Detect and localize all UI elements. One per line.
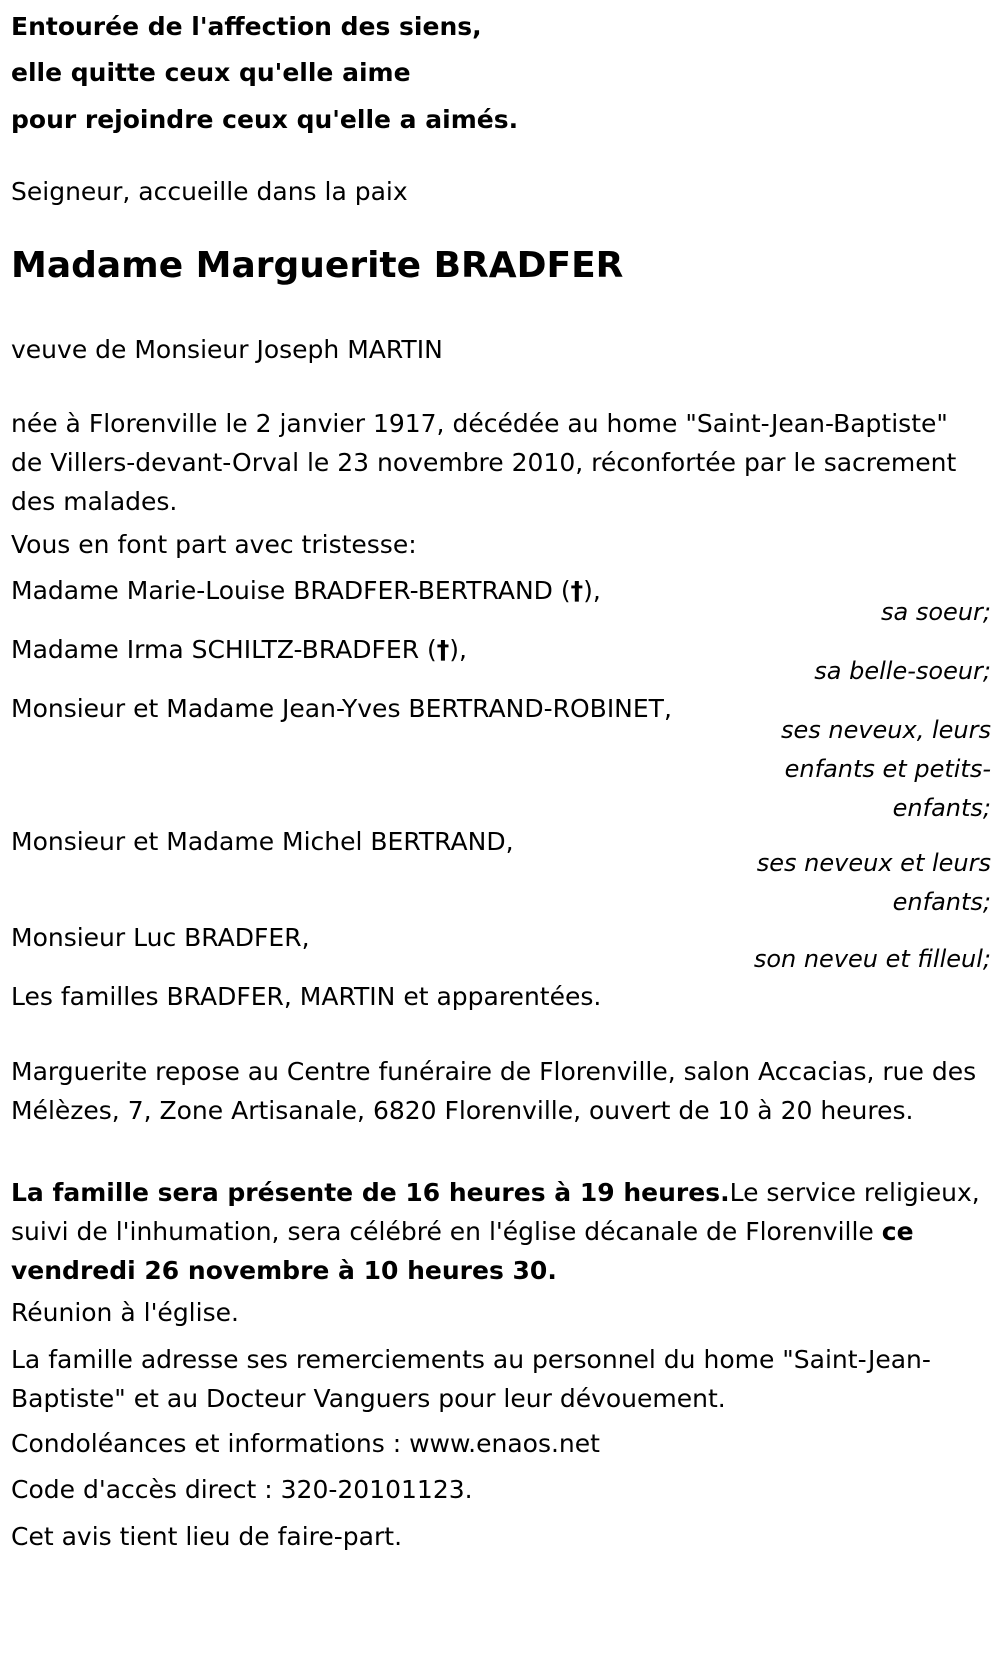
thanks-paragraph: La famille adresse ses remerciements au personnel du home "Saint-Jean-Baptiste" et au Docteur Vanguers pour leur dévouement.: [11, 1345, 931, 1413]
family-member-2: [11, 630, 467, 669]
family-relation-1: sa soeur;: [881, 598, 991, 626]
service-paragraph: [11, 1173, 986, 1290]
epigraph-line-3: pour rejoindre ceux qu'elle a aimés.: [11, 105, 519, 134]
family-member-1: [11, 571, 601, 610]
announcement-intro: Vous en font part avec tristesse:: [11, 530, 417, 559]
cross-icon: †: [570, 576, 584, 605]
family-relation-3: ses neveux, leurs enfants et petits-enfants;: [780, 716, 991, 822]
family-member-name: Madame Marie-Louise BRADFER-BERTRAND (: [11, 576, 571, 605]
service-text: Le service religieux, suivi de l'inhumation, sera célébré en l'église décanale de Florenville: [11, 1178, 980, 1246]
families-line: Les familles BRADFER, MARTIN et apparentées.: [11, 982, 602, 1011]
epigraph-line-2: elle quitte ceux qu'elle aime: [11, 58, 411, 87]
family-member-name: Madame Irma SCHILTZ-BRADFER (: [11, 635, 437, 664]
deceased-name: Madame Marguerite BRADFER: [11, 245, 624, 286]
service-date: ce vendredi 26 novembre à 10 heures 30.: [11, 1217, 914, 1285]
family-presence-text: La famille sera présente de 16 heures à 19 heures.: [11, 1178, 730, 1207]
widow-of-line: veuve de Monsieur Joseph MARTIN: [11, 335, 443, 364]
family-relation-4: ses neveux et leurs enfants;: [756, 849, 991, 916]
condolences-line: Condoléances et informations : www.enaos.net: [11, 1429, 600, 1458]
family-relation-2: sa belle-soeur;: [814, 657, 991, 685]
cross-icon: †: [436, 635, 450, 664]
family-relation-5: son neveu et filleul;: [753, 945, 991, 973]
family-member-5: Monsieur Luc BRADFER,: [11, 923, 310, 952]
repose-paragraph: Marguerite repose au Centre funéraire de Florenville, salon Accacias, rue des Mélèzes, 7, Zone Artisanale, 6820 Florenville, ouvert de 10 à 20 heures.: [11, 1057, 977, 1125]
family-member-suffix: ),: [583, 576, 601, 605]
closing-line: Cet avis tient lieu de faire-part.: [11, 1522, 403, 1551]
birth-death-paragraph: née à Florenville le 2 janvier 1917, décédée au home "Saint-Jean-Baptiste" de Villers-devant-Orval le 23 novembre 2010, réconfortée par le sacrement des malades.: [11, 409, 957, 516]
family-member-3: Monsieur et Madame Jean-Yves BERTRAND-ROBINET,: [11, 694, 672, 723]
family-member-suffix: ),: [449, 635, 467, 664]
access-code-line: Code d'accès direct : 320-20101123.: [11, 1475, 473, 1504]
epigraph-line-1: Entourée de l'affection des siens,: [11, 12, 482, 41]
meeting-line: Réunion à l'église.: [11, 1298, 239, 1327]
prayer-line: Seigneur, accueille dans la paix: [11, 177, 408, 206]
family-member-4: Monsieur et Madame Michel BERTRAND,: [11, 827, 514, 856]
